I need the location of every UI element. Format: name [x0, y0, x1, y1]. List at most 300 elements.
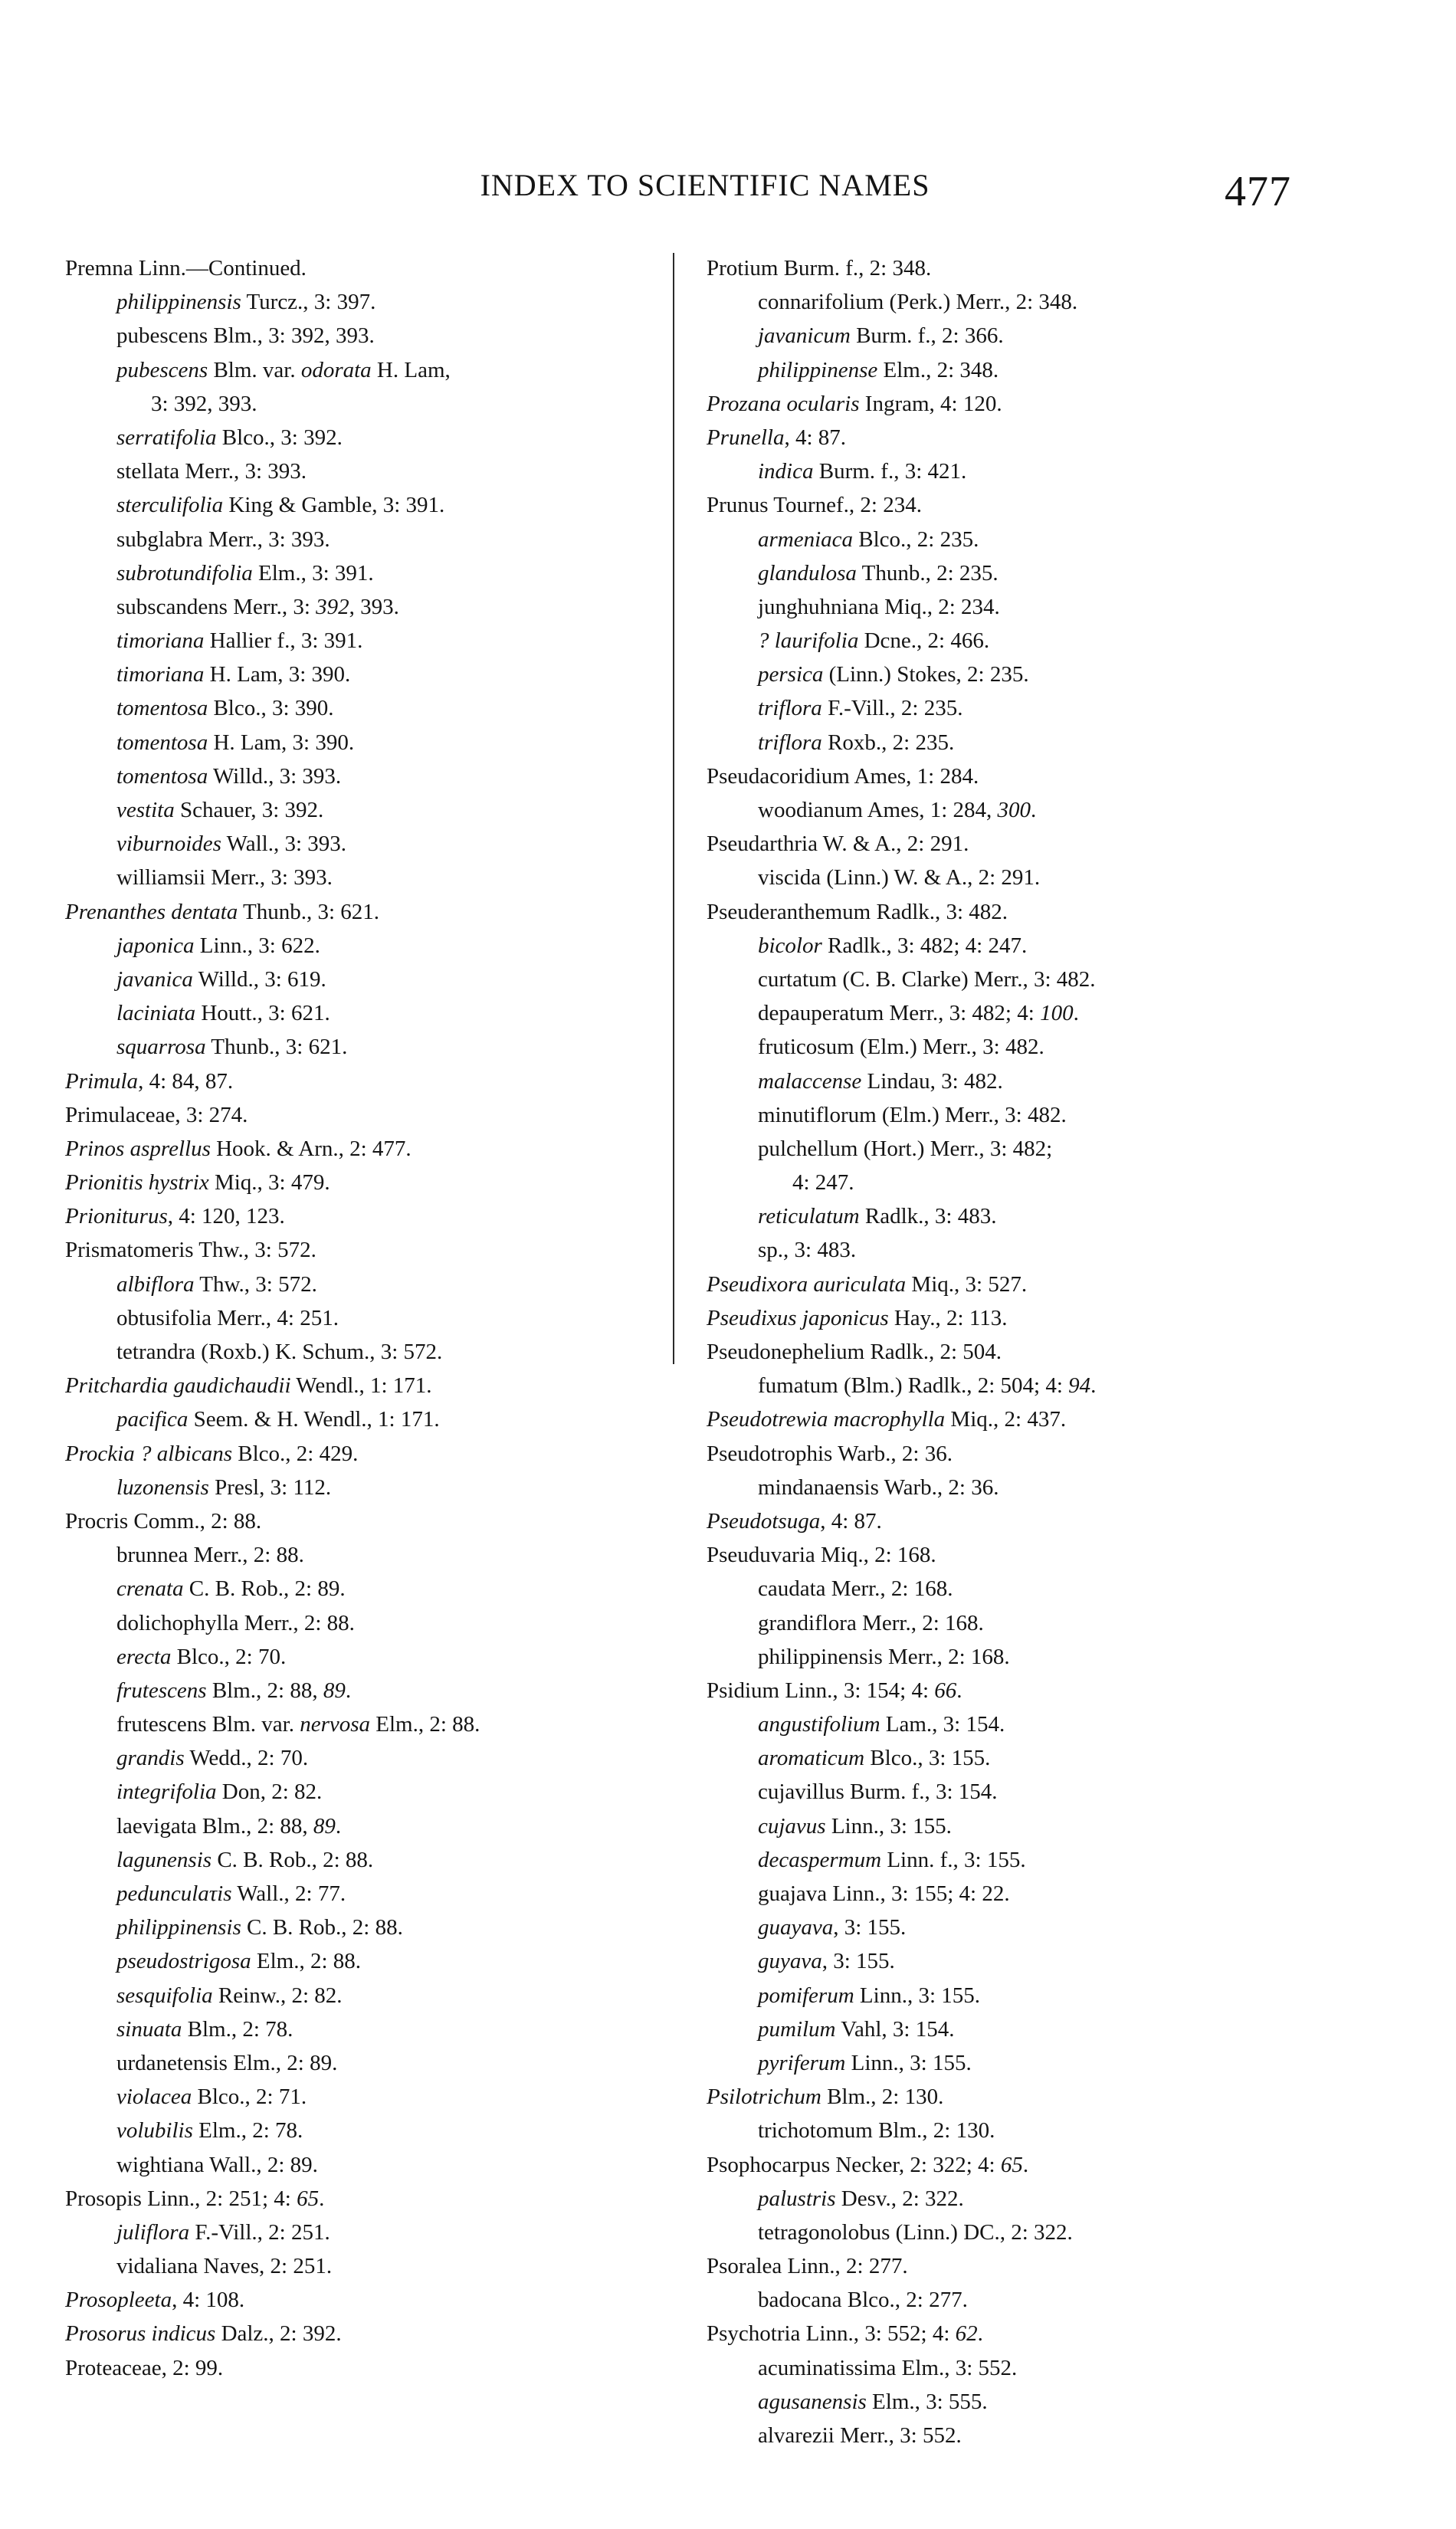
- index-subentry: [65, 1471, 671, 1504]
- index-subentry: [707, 319, 1312, 353]
- index-subentry: [65, 827, 671, 861]
- entry-text: Primulaceae, 3: 274.: [65, 1102, 248, 1127]
- entry-text: 89: [313, 1813, 336, 1839]
- entry-text: 100: [1040, 1001, 1074, 1026]
- index-entry: [707, 2249, 1312, 2283]
- entry-text: viscida (Linn.) W. & A., 2: 291.: [758, 865, 1041, 891]
- entry-text: Prockia ? albicans: [65, 1441, 232, 1466]
- entry-text: Linn., 3: 155.: [854, 1983, 981, 2008]
- index-entry: [65, 251, 671, 285]
- entry-text: Blco., 3: 390.: [208, 696, 334, 721]
- entry-text: , 4: 87.: [784, 425, 847, 450]
- entry-text: tomentosa: [116, 730, 208, 755]
- index-subentry: [65, 1707, 671, 1741]
- index-subentry: [65, 1572, 671, 1606]
- index-subentry: [65, 996, 671, 1030]
- entry-text: tomentosa: [116, 763, 208, 789]
- index-subentry: [707, 963, 1312, 996]
- entry-text: Elm., 2: 78.: [192, 2118, 303, 2144]
- index-subentry: [707, 658, 1312, 691]
- entry-text: curtatum (C. B. Clarke) Merr., 3: 482.: [758, 966, 1096, 992]
- index-entry: [65, 1098, 671, 1132]
- entry-text: Blm., 2: 78.: [182, 2016, 293, 2042]
- entry-text: bicolor: [758, 933, 822, 958]
- entry-text: Protium Burm. f., 2: 348.: [707, 256, 932, 280]
- index-subentry: [707, 996, 1312, 1030]
- entry-text: Procris Comm., 2: 88.: [65, 1508, 262, 1533]
- entry-text: pedunculaτis: [116, 1881, 232, 1906]
- index-subentry: [707, 691, 1312, 725]
- entry-text: Miq., 3: 479.: [208, 1170, 330, 1196]
- entry-text: Roxb., 2: 235.: [821, 730, 955, 755]
- entry-text: sterculifolia: [116, 493, 224, 518]
- index-subentry: [65, 319, 671, 353]
- entry-text: Pseudarthria W. & A., 2: 291.: [707, 832, 969, 857]
- entry-text: Proteaceae, 2: 99.: [65, 2355, 224, 2380]
- entry-text: subscandens Merr., 3:: [116, 594, 316, 619]
- index-subentry: [65, 1809, 671, 1843]
- entry-text: albiflora: [116, 1271, 195, 1297]
- entry-text: Blco., 2: 235.: [853, 526, 979, 552]
- index-entry: [707, 1437, 1312, 1471]
- entry-text: Blco., 3: 392.: [216, 425, 343, 450]
- index-subentry: [707, 624, 1312, 658]
- entry-text: .: [956, 1678, 962, 1703]
- entry-text: decaspermum: [758, 1847, 882, 1872]
- index-entry: [707, 1402, 1312, 1436]
- index-subentry: [707, 1471, 1312, 1504]
- entry-text: .: [977, 2321, 983, 2347]
- entry-text: depauperatum Merr., 3: 482; 4:: [758, 1001, 1041, 1026]
- entry-text: Pseuderanthemum Radlk., 3: 482.: [707, 899, 1008, 924]
- page-number: 477: [1225, 168, 1291, 215]
- index-subentry: [707, 2182, 1312, 2216]
- entry-text: pacifica: [116, 1407, 189, 1432]
- index-subentry: [707, 1640, 1312, 1674]
- index-subentry: [707, 1979, 1312, 2012]
- index-subentry: [65, 1843, 671, 1877]
- index-entry: [707, 1268, 1312, 1301]
- index-subentry: [707, 726, 1312, 759]
- index-subentry: [65, 1402, 671, 1436]
- index-subentry: [65, 2046, 671, 2080]
- entry-text: F.-Vill., 2: 235.: [821, 696, 963, 721]
- entry-text: acuminatissima Elm., 3: 552.: [758, 2355, 1018, 2380]
- index-subentry: [707, 523, 1312, 556]
- entry-text: vidaliana Naves, 2: 251.: [116, 2254, 333, 2279]
- entry-text: Blco., 2: 70.: [171, 1644, 287, 1669]
- index-entry: [65, 1437, 671, 1471]
- entry-text: Blm. var.: [208, 357, 301, 382]
- index-subentry: [65, 387, 671, 421]
- entry-text: H. Lam, 3: 390.: [208, 730, 355, 755]
- entry-text: japonica: [116, 933, 195, 958]
- entry-text: 3: 392, 393.: [151, 391, 257, 416]
- entry-text: .: [345, 1678, 352, 1703]
- index-subentry: [707, 1369, 1312, 1402]
- entry-text: Reinw., 2: 82.: [212, 1983, 343, 2008]
- entry-text: pubescens Blm., 3: 392, 393.: [116, 323, 375, 349]
- index-subentry: [65, 929, 671, 963]
- entry-text: .: [1090, 1373, 1097, 1399]
- entry-text: pubescens: [116, 357, 208, 382]
- entry-text: Hook. & Arn., 2: 477.: [210, 1136, 412, 1161]
- index-subentry: [707, 1572, 1312, 1606]
- index-subentry: [65, 658, 671, 691]
- entry-text: Pseuduvaria Miq., 2: 168.: [707, 1543, 936, 1568]
- entry-text: Blm., 2: 88,: [206, 1678, 323, 1703]
- entry-text: Elm., 2: 88.: [251, 1949, 362, 1974]
- entry-text: Elm., 3: 391.: [252, 560, 374, 586]
- entry-text: Willd., 3: 619.: [192, 966, 326, 992]
- entry-text: tetragonolobus (Linn.) DC., 2: 322.: [758, 2219, 1073, 2245]
- entry-text: stellata Merr., 3: 393.: [116, 459, 307, 484]
- entry-text: timoriana: [116, 628, 205, 654]
- entry-text: , 3: 155.: [821, 1949, 895, 1974]
- index-subentry: [65, 454, 671, 488]
- entry-text: nervosa: [300, 1712, 371, 1737]
- index-subentry: [707, 454, 1312, 488]
- index-entry: [65, 1166, 671, 1199]
- index-subentry: [707, 556, 1312, 590]
- entry-text: Miq., 3: 527.: [906, 1271, 1028, 1297]
- index-subentry: [65, 1741, 671, 1775]
- index-subentry: [707, 2419, 1312, 2452]
- index-subentry: [707, 2283, 1312, 2317]
- entry-text: Radlk., 3: 483.: [859, 1204, 997, 1229]
- index-subentry: [707, 861, 1312, 894]
- entry-text: lagunensis: [116, 1847, 212, 1872]
- entry-text: Premna Linn.—Continued.: [65, 256, 307, 280]
- entry-text: Lam., 3: 154.: [880, 1712, 1005, 1737]
- entry-text: malaccense: [758, 1068, 862, 1094]
- entry-text: woodianum Ames, 1: 284,: [758, 798, 998, 822]
- index-entry: [707, 759, 1312, 793]
- entry-text: badocana Blco., 2: 277.: [758, 2288, 968, 2313]
- entry-text: tetrandra (Roxb.) K. Schum., 3: 572.: [116, 1340, 443, 1364]
- entry-text: philippinense: [758, 357, 878, 382]
- entry-text: grandiflora Merr., 2: 168.: [758, 1610, 984, 1635]
- entry-text: King & Gamble, 3: 391.: [223, 493, 445, 518]
- entry-text: grandis: [116, 1746, 185, 1771]
- entry-text: urdanetensis Elm., 2: 89.: [116, 2050, 338, 2075]
- entry-text: junghuhniana Miq., 2: 234.: [758, 594, 1000, 619]
- entry-text: H. Lam,: [371, 357, 451, 382]
- index-subentry: [65, 590, 671, 624]
- index-subentry: [65, 556, 671, 590]
- index-subentry: [65, 1640, 671, 1674]
- index-entry: [65, 1132, 671, 1166]
- entry-text: 4: 247.: [792, 1170, 854, 1196]
- entry-text: Hay., 2: 113.: [888, 1305, 1008, 1330]
- entry-text: connarifolium (Perk.) Merr., 2: 348.: [758, 290, 1078, 315]
- entry-text: palustris: [758, 2186, 836, 2211]
- index-subentry: [65, 1301, 671, 1335]
- index-entry: [707, 387, 1312, 421]
- index-subentry: [707, 353, 1312, 387]
- index-entry: [707, 827, 1312, 861]
- index-subentry: [65, 963, 671, 996]
- index-subentry: [707, 929, 1312, 963]
- entry-text: squarrosa: [116, 1035, 206, 1060]
- entry-text: 392: [316, 594, 349, 619]
- entry-text: Linn., 3: 622.: [194, 933, 320, 958]
- entry-text: guajava Linn., 3: 155; 4: 22.: [758, 1881, 1010, 1906]
- entry-text: .: [319, 2186, 325, 2211]
- entry-text: minutiflorum (Elm.) Merr., 3: 482.: [758, 1102, 1067, 1127]
- entry-text: Wedd., 2: 70.: [184, 1746, 309, 1771]
- index-subentry: [65, 421, 671, 454]
- entry-text: philippinensis: [116, 290, 241, 315]
- entry-text: Houtt., 3: 621.: [195, 1001, 330, 1026]
- entry-text: 66: [934, 1678, 957, 1703]
- index-entry: [707, 251, 1312, 285]
- index-subentry: [707, 1775, 1312, 1809]
- entry-text: , 3: 155.: [833, 1915, 907, 1940]
- index-subentry: [707, 1098, 1312, 1132]
- entry-text: odorata: [300, 357, 372, 382]
- entry-text: Radlk., 3: 482; 4: 247.: [821, 933, 1028, 958]
- entry-text: 300: [997, 798, 1031, 822]
- entry-text: Lindau, 3: 482.: [861, 1068, 1003, 1094]
- entry-text: Blm., 2: 130.: [821, 2085, 944, 2110]
- entry-text: Psoralea Linn., 2: 277.: [707, 2254, 908, 2279]
- entry-text: serratifolia: [116, 425, 217, 450]
- entry-text: armeniaca: [758, 526, 854, 552]
- entry-text: agusanensis: [758, 2389, 867, 2414]
- entry-text: frutescens Blm. var.: [116, 1712, 300, 1737]
- entry-text: F.-Vill., 2: 251.: [189, 2219, 330, 2245]
- entry-text: wightiana Wall., 2: 89.: [116, 2152, 318, 2177]
- index-subentry: [707, 1707, 1312, 1741]
- entry-text: Willd., 3: 393.: [208, 763, 342, 789]
- entry-text: Prismatomeris Thw., 3: 572.: [65, 1238, 316, 1263]
- entry-text: javanicum: [758, 323, 851, 349]
- entry-text: Prunus Tournef., 2: 234.: [707, 493, 922, 518]
- index-subentry: [65, 1538, 671, 1572]
- entry-text: sp., 3: 483.: [758, 1238, 857, 1263]
- entry-text: C. B. Rob., 2: 88.: [212, 1847, 374, 1872]
- index-subentry: [707, 1166, 1312, 1199]
- index-entry: [707, 2080, 1312, 2114]
- entry-text: C. B. Rob., 2: 88.: [241, 1915, 403, 1940]
- entry-text: tomentosa: [116, 696, 208, 721]
- entry-text: Turcz., 3: 397.: [241, 290, 376, 315]
- entry-text: javanica: [116, 966, 193, 992]
- index-subentry: [65, 1674, 671, 1707]
- index-subentry: [65, 691, 671, 725]
- index-subentry: [65, 1268, 671, 1301]
- index-subentry: [65, 726, 671, 759]
- index-subentry: [65, 353, 671, 387]
- entry-text: Psychotria Linn., 3: 552; 4:: [707, 2321, 956, 2347]
- index-entry: [707, 2148, 1312, 2182]
- entry-text: Desv., 2: 322.: [835, 2186, 964, 2211]
- index-subentry: [65, 2114, 671, 2147]
- entry-text: viburnoides: [116, 832, 221, 857]
- index-subentry: [65, 793, 671, 827]
- entry-text: reticulatum: [758, 1204, 860, 1229]
- entry-text: vestita: [116, 798, 175, 822]
- index-subentry: [65, 759, 671, 793]
- index-entry: [707, 1335, 1312, 1369]
- index-entry: [707, 1538, 1312, 1572]
- entry-text: , 4: 87.: [820, 1508, 882, 1533]
- entry-text: Blco., 3: 155.: [864, 1746, 991, 1771]
- index-subentry: [65, 2148, 671, 2182]
- entry-text: fumatum (Blm.) Radlk., 2: 504; 4:: [758, 1373, 1069, 1399]
- entry-text: 62: [955, 2321, 978, 2347]
- entry-text: triflora: [758, 696, 822, 721]
- entry-text: Blco., 2: 71.: [192, 2085, 307, 2110]
- index-subentry: [65, 1775, 671, 1809]
- index-subentry: [65, 1944, 671, 1978]
- index-entry: [65, 2351, 671, 2385]
- index-subentry: [65, 1606, 671, 1640]
- index-subentry: [707, 2385, 1312, 2419]
- entry-text: Dalz., 2: 392.: [215, 2321, 342, 2347]
- entry-text: alvarezii Merr., 3: 552.: [758, 2423, 962, 2448]
- index-subentry: [707, 1606, 1312, 1640]
- entry-text: , 4: 84, 87.: [138, 1068, 234, 1094]
- entry-text: laciniata: [116, 1001, 196, 1026]
- entry-text: crenata: [116, 1576, 184, 1602]
- entry-text: violacea: [116, 2085, 192, 2110]
- entry-text: Wall., 3: 393.: [221, 832, 347, 857]
- entry-text: Pseudixus japonicus: [707, 1305, 889, 1330]
- index-subentry: [65, 2080, 671, 2114]
- entry-text: 65: [297, 2186, 320, 2211]
- index-subentry: [707, 1132, 1312, 1166]
- index-subentry: [707, 1233, 1312, 1267]
- entry-text: , 4: 120, 123.: [167, 1204, 285, 1229]
- entry-text: ? laurifolia: [758, 628, 859, 654]
- entry-text: brunnea Merr., 2: 88.: [116, 1543, 304, 1568]
- entry-text: persica: [758, 662, 824, 687]
- entry-text: Prosorus indicus: [65, 2321, 216, 2347]
- entry-text: glandulosa: [758, 560, 857, 586]
- index-entry: [707, 488, 1312, 522]
- entry-text: , 4: 108.: [172, 2288, 245, 2313]
- entry-text: Vahl, 3: 154.: [835, 2016, 955, 2042]
- entry-text: Linn., 3: 155.: [825, 1813, 952, 1839]
- entry-text: Seem. & H. Wendl., 1: 171.: [188, 1407, 440, 1432]
- index-subentry: [707, 1944, 1312, 1978]
- entry-text: Pritchardia gaudichaudii: [65, 1373, 291, 1399]
- index-subentry: [65, 1979, 671, 2012]
- index-subentry: [707, 1199, 1312, 1233]
- entry-text: sinuata: [116, 2016, 182, 2042]
- entry-text: angustifolium: [758, 1712, 880, 1737]
- index-subentry: [65, 861, 671, 894]
- index-subentry: [65, 523, 671, 556]
- index-entry: [65, 1233, 671, 1267]
- index-subentry: [707, 1809, 1312, 1843]
- entry-text: Prosopis Linn., 2: 251; 4:: [65, 2186, 297, 2211]
- entry-text: Thw., 3: 572.: [194, 1271, 317, 1297]
- index-subentry: [707, 2351, 1312, 2385]
- index-subentry: [707, 590, 1312, 624]
- entry-text: frutescens: [116, 1678, 207, 1703]
- entry-text: Elm., 3: 555.: [866, 2389, 988, 2414]
- index-entry: [707, 421, 1312, 454]
- index-entry: [65, 2283, 671, 2317]
- index-subentry: [65, 1335, 671, 1369]
- entry-text: Prunella: [707, 425, 785, 450]
- entry-text: Prenanthes dentata: [65, 899, 238, 924]
- index-entry: [65, 1369, 671, 1402]
- entry-text: Burm. f., 2: 366.: [850, 323, 1004, 349]
- entry-text: Schauer, 3: 392.: [174, 798, 324, 822]
- index-entry: [707, 1504, 1312, 1538]
- entry-text: Elm., 2: 348.: [877, 357, 999, 382]
- entry-text: sesquifolia: [116, 1983, 213, 2008]
- entry-text: pomiferum: [758, 1983, 854, 2008]
- entry-text: philippinensis: [116, 1915, 241, 1940]
- entry-text: Prozana ocularis: [707, 391, 860, 416]
- index-entry: [707, 2317, 1312, 2350]
- index-subentry: [707, 1843, 1312, 1877]
- entry-text: Prionitis hystrix: [65, 1170, 209, 1196]
- entry-text: Linn. f., 3: 155.: [881, 1847, 1026, 1872]
- entry-text: Prinos asprellus: [65, 1136, 211, 1161]
- entry-text: dolichophylla Merr., 2: 88.: [116, 1610, 355, 1635]
- index-subentry: [65, 2249, 671, 2283]
- entry-text: .: [1031, 798, 1037, 822]
- entry-text: Psilotrichum: [707, 2085, 821, 2110]
- entry-text: Hallier f., 3: 391.: [204, 628, 363, 654]
- running-header-title: INDEX TO SCIENTIFIC NAMES: [480, 168, 930, 202]
- entry-text: erecta: [116, 1644, 172, 1669]
- index-subentry: [707, 2114, 1312, 2147]
- entry-text: timoriana: [116, 662, 205, 687]
- entry-text: pyriferum: [758, 2050, 846, 2075]
- entry-text: pulchellum (Hort.) Merr., 3: 482;: [758, 1136, 1053, 1161]
- entry-text: guyava: [758, 1949, 822, 1974]
- index-entry: [65, 1504, 671, 1538]
- entry-text: trichotomum Blm., 2: 130.: [758, 2118, 995, 2144]
- entry-text: Linn., 3: 155.: [845, 2050, 972, 2075]
- entry-text: Wall., 2: 77.: [231, 1881, 346, 1906]
- index-entry: [65, 1199, 671, 1233]
- index-subentry: [707, 793, 1312, 827]
- entry-text: 94: [1068, 1373, 1091, 1399]
- entry-text: Elm., 2: 88.: [370, 1712, 480, 1737]
- index-subentry: [65, 1911, 671, 1944]
- entry-text: Dcne., 2: 466.: [858, 628, 990, 654]
- entry-text: Pseudotsuga: [707, 1508, 821, 1533]
- entry-text: Pseudixora auriculata: [707, 1271, 907, 1297]
- entry-text: Ingram, 4: 120.: [859, 391, 1002, 416]
- index-subentry: [707, 2046, 1312, 2080]
- entry-text: luzonensis: [116, 1474, 209, 1500]
- entry-text: Don, 2: 82.: [216, 1779, 323, 1805]
- entry-text: philippinensis Merr., 2: 168.: [758, 1644, 1010, 1669]
- index-subentry: [65, 1030, 671, 1064]
- entry-text: .: [1022, 2152, 1029, 2177]
- entry-text: subrotundifolia: [116, 560, 253, 586]
- entry-text: mindanaensis Warb., 2: 36.: [758, 1474, 999, 1500]
- entry-text: Pseudonephelium Radlk., 2: 504.: [707, 1340, 1002, 1364]
- entry-text: , 393.: [349, 594, 399, 619]
- index-subentry: [707, 1911, 1312, 1944]
- index-entry: [65, 2317, 671, 2350]
- index-subentry: [65, 2216, 671, 2249]
- entry-text: Thunb., 3: 621.: [238, 899, 379, 924]
- entry-text: Pseudotrophis Warb., 2: 36.: [707, 1441, 953, 1466]
- entry-text: integrifolia: [116, 1779, 217, 1805]
- entry-text: juliflora: [116, 2219, 190, 2245]
